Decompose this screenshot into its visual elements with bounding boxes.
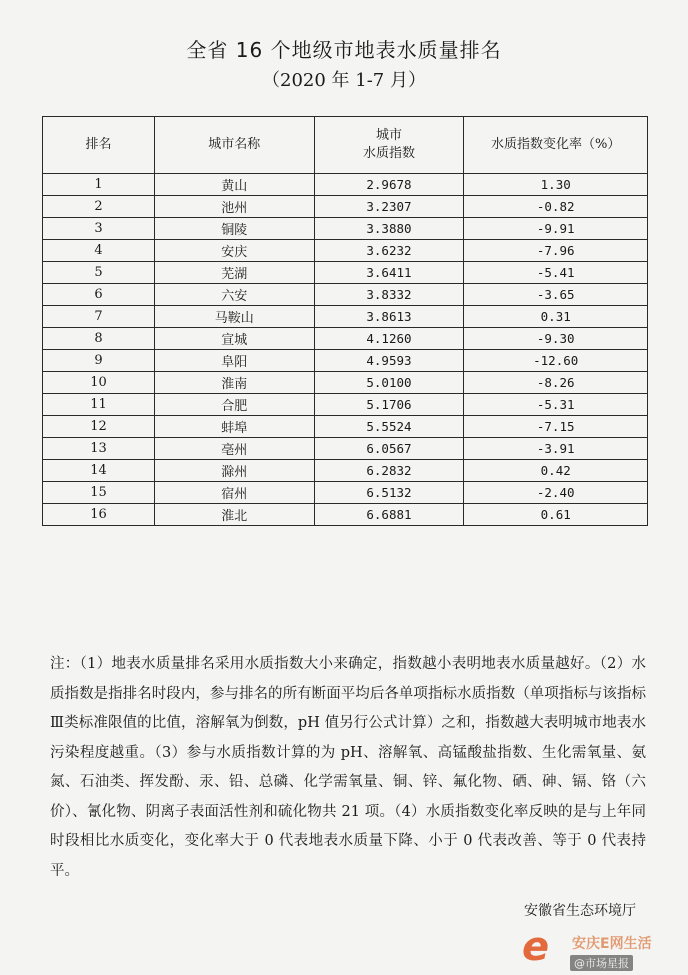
- table-row: [43, 460, 648, 482]
- cell-water-index: 3.6411: [314, 262, 464, 284]
- cell-change-rate: 0.61: [464, 504, 648, 526]
- cell-rank: 5: [43, 262, 155, 284]
- cell-change-rate: -12.60: [464, 350, 648, 372]
- table-row: [43, 196, 648, 218]
- cell-rank: 12: [43, 416, 155, 438]
- watermark-text: 安庆E网生活: [572, 936, 652, 952]
- cell-rank: 2: [43, 196, 155, 218]
- table-row: [43, 240, 648, 262]
- cell-city: 淮北: [155, 504, 314, 526]
- table-row: [43, 328, 648, 350]
- cell-water-index: 6.2832: [314, 460, 464, 482]
- cell-city: 安庆: [155, 240, 314, 262]
- cell-rank: 10: [43, 372, 155, 394]
- header-rank: 排名: [43, 117, 155, 174]
- header-index-line1: 城市: [375, 128, 402, 143]
- cell-city: 黄山: [155, 174, 314, 196]
- cell-city: 蚌埠: [155, 416, 314, 438]
- cell-water-index: 2.9678: [314, 174, 464, 196]
- table-row: [43, 174, 648, 196]
- cell-water-index: 5.0100: [314, 372, 464, 394]
- cell-rank: 14: [43, 460, 155, 482]
- cell-water-index: 4.9593: [314, 350, 464, 372]
- page-title: 全省 16 个地级市地表水质量排名: [186, 38, 502, 62]
- header-city: 城市名称: [155, 117, 314, 174]
- cell-city: 池州: [155, 196, 314, 218]
- cell-rank: 15: [43, 482, 155, 504]
- cell-city: 马鞍山: [155, 306, 314, 328]
- cell-water-index: 5.5524: [314, 416, 464, 438]
- cell-city: 阜阳: [155, 350, 314, 372]
- cell-change-rate: -5.31: [464, 394, 648, 416]
- table-row: [43, 482, 648, 504]
- page-subtitle: （2020 年 1-7 月）: [262, 70, 426, 91]
- cell-rank: 9: [43, 350, 155, 372]
- cell-change-rate: 1.30: [464, 174, 648, 196]
- cell-city: 滁州: [155, 460, 314, 482]
- cell-water-index: 3.8613: [314, 306, 464, 328]
- header-water-index: [314, 117, 464, 174]
- cell-city: 合肥: [155, 394, 314, 416]
- issuer-signoff: 安徽省生态环境厅: [524, 903, 636, 919]
- cell-change-rate: 0.42: [464, 460, 648, 482]
- table-row: [43, 350, 648, 372]
- cell-rank: 7: [43, 306, 155, 328]
- cell-water-index: 3.8332: [314, 284, 464, 306]
- cell-city: 亳州: [155, 438, 314, 460]
- cell-change-rate: 0.31: [464, 306, 648, 328]
- cell-city: 铜陵: [155, 218, 314, 240]
- table-row: [43, 284, 648, 306]
- cell-rank: 16: [43, 504, 155, 526]
- cell-rank: 4: [43, 240, 155, 262]
- cell-city: 淮南: [155, 372, 314, 394]
- cell-city: 芜湖: [155, 262, 314, 284]
- table-row: [43, 416, 648, 438]
- table-row: [43, 438, 648, 460]
- cell-city: 宣城: [155, 328, 314, 350]
- ranking-table: [42, 116, 648, 526]
- cell-water-index: 6.6881: [314, 504, 464, 526]
- cell-city: 六安: [155, 284, 314, 306]
- cell-change-rate: -3.91: [464, 438, 648, 460]
- cell-rank: 8: [43, 328, 155, 350]
- table-header-row: [43, 117, 648, 174]
- table-row: [43, 394, 648, 416]
- header-index-line2: 水质指数: [362, 146, 415, 161]
- cell-water-index: 6.0567: [314, 438, 464, 460]
- cell-change-rate: -9.91: [464, 218, 648, 240]
- cell-water-index: 3.2307: [314, 196, 464, 218]
- table-row: [43, 218, 648, 240]
- cell-rank: 1: [43, 174, 155, 196]
- cell-rank: 6: [43, 284, 155, 306]
- cell-change-rate: -3.65: [464, 284, 648, 306]
- cell-water-index: 4.1260: [314, 328, 464, 350]
- cell-change-rate: -7.96: [464, 240, 648, 262]
- cell-change-rate: -2.40: [464, 482, 648, 504]
- table-row: [43, 262, 648, 284]
- cell-city: 宿州: [155, 482, 314, 504]
- cell-rank: 3: [43, 218, 155, 240]
- cell-change-rate: -5.41: [464, 262, 648, 284]
- cell-change-rate: -9.30: [464, 328, 648, 350]
- table-row: [43, 306, 648, 328]
- table-row: [43, 504, 648, 526]
- cell-water-index: 3.6232: [314, 240, 464, 262]
- table-body: [43, 174, 648, 526]
- cell-change-rate: -8.26: [464, 372, 648, 394]
- cell-water-index: 6.5132: [314, 482, 464, 504]
- watermark-logo-icon: e: [522, 924, 550, 970]
- watermark: [522, 925, 682, 971]
- watermark-handle: @市场星报: [570, 955, 633, 971]
- cell-water-index: 3.3880: [314, 218, 464, 240]
- cell-change-rate: -0.82: [464, 196, 648, 218]
- cell-water-index: 5.1706: [314, 394, 464, 416]
- cell-rank: 13: [43, 438, 155, 460]
- header-change-rate: 水质指数变化率（%）: [464, 117, 648, 174]
- table-row: [43, 372, 648, 394]
- cell-rank: 11: [43, 394, 155, 416]
- cell-change-rate: -7.15: [464, 416, 648, 438]
- notes-paragraph: 注：（1）地表水质量排名采用水质指数大小来确定，指数越小表明地表水质量越好。（2）水质指数是指排名时段内，参与排名的所有断面平均后各单项指标水质指数（单项指标与该指标Ⅲ类标准限值的比值，溶解氧为倒数，pH 值另行公式计算）之和，指数越大表明城市地表水污染程度越重。（3）参与水质指数计算的为 pH、溶解氧、高锰酸盐指数、生化需氧量、氨氮、石油类、挥发酚、汞、铅、总磷、化学需氧量、铜、锌、氟化物、硒、砷、镉、铬（六价）、氰化物、阴离子表面活性剂和硫化物共 21 项。（4）水质指数变化率反映的是与上年同时段相比水质变化，变化率大于 0 代表地表水质量下降、小于 0 代表改善、等于 0 代表持平。: [50, 656, 646, 879]
